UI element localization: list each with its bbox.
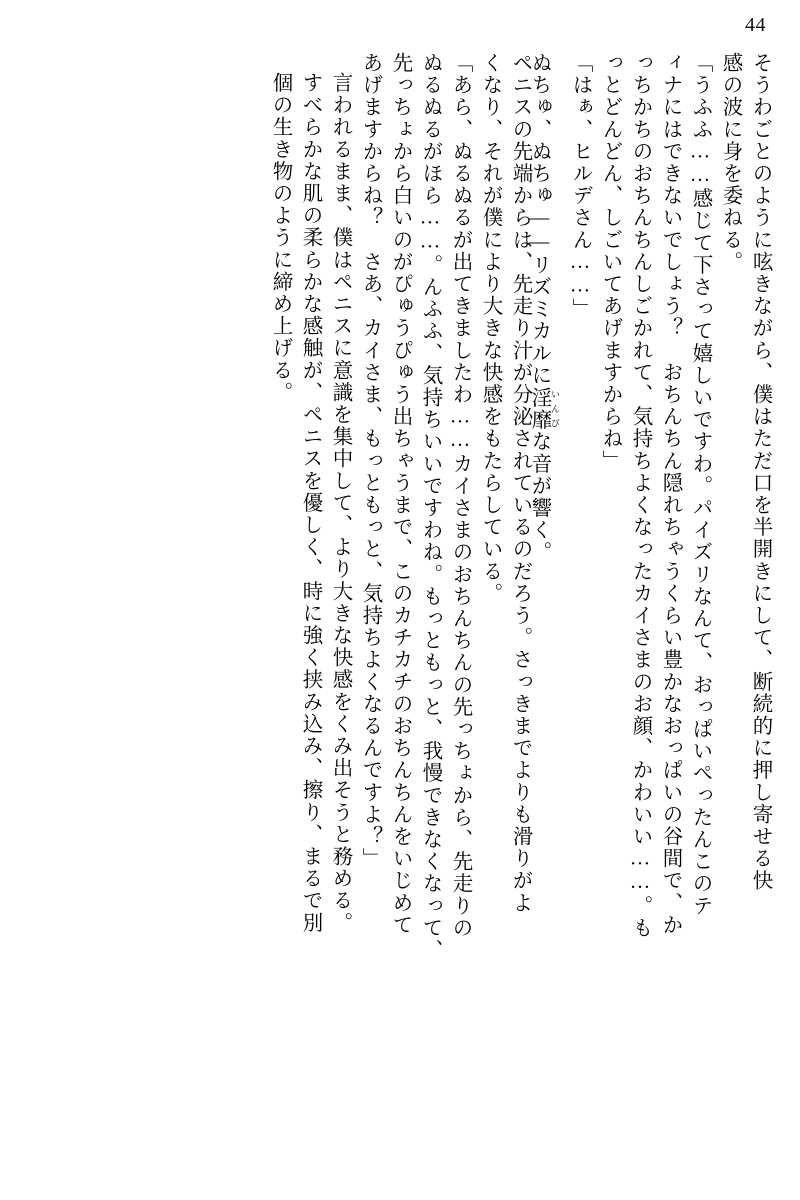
text-column: あげますからね？ さあ、カイさま、もっともっと、気持ちよくなるんですよ？」 [359,52,381,870]
text-column: 「うふふ……感じて下さって嬉しいですわ。パイズリなんて、おっぱいぺったんこのテ [689,52,711,917]
text-column-with-ruby: ぬちゅ、ぬちゅ——リズミカルに淫靡 いんびな音が響く。 [528,52,560,564]
ruby-annotation: 淫靡 いんび [528,386,560,431]
text-column: ぬるぬるがほら……。んふふ、気持ちいいですわね。もっともっと、我慢できなくなって、 [419,52,441,962]
text-column: 先っちょから白いのがぴゅうぴゅう出ちゃうまで、このカチカチのおちんちんをいじめて [389,52,411,936]
page-number: 44 [745,14,766,36]
text-column: ペニスの先端からは、先走り汁が分泌されているのだろう。さっきまでよりも滑りがよ [509,52,531,914]
text-column: すべらかな肌の柔らかな感触が、ペニスを優しく、時に強く挟み込み、擦り、まるで別 [299,72,321,934]
text-column: 感の波に身を委ねる。 [719,52,741,273]
text-column: くなり、それが僕により大きな快感をもたらしている。 [479,52,501,605]
text-column: 「はぁ、ヒルデさん……」 [569,52,591,321]
text-column: っちかちのおちんちんしごかれて、気持ちよくなったカイさまのお顔、かわいい……。も [629,52,651,939]
text-column: 言われるまま、僕はペニスに意識を集中して、より大きな快感をくみ出そうと務める。 [329,72,351,934]
text-column: っとどんどん、しごいてあげますからね」 [599,52,621,472]
text-column: 「あら、ぬるぬるが出てきましたわ……カイさまのおちんちんの先っちょから、先走りの [449,52,471,939]
text-column: 個の生き物のように締め上げる。 [269,72,291,404]
text-column: そうわごとのように呟きながら、僕はただ口を半開きにして、断続的に押し寄せる快 [749,52,771,892]
text-column: ィナにはできないでしょう？ おちんちん隠れちゃうくらい豊かなおっぱいの谷間で、か [659,52,681,936]
vertical-text-block [34,52,770,1172]
